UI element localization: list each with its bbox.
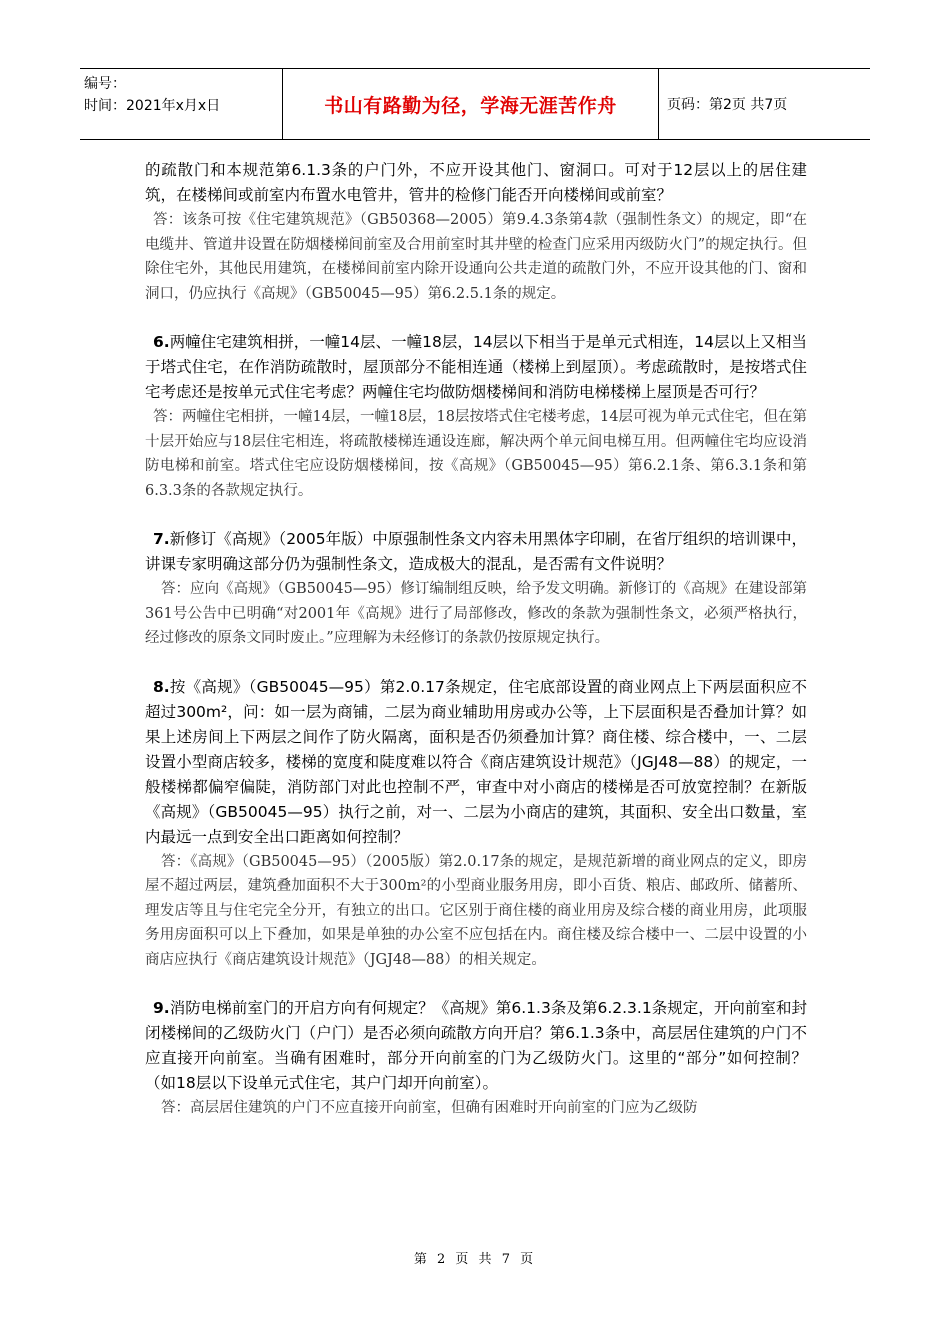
- question-text: 两幢住宅建筑相拼，一幢14层、一幢18层，14层以下相当于是单元式相连，14层以上又相当于塔式住宅，在作消防疏散时，屋顶部分不能相连通（楼梯上到屋顶）。考虑疏散时，是按塔式住宅考虑还是按单元式住宅考虑？两幢住宅均做防烟楼梯间和消防电梯楼梯上屋顶是否可行？: [145, 333, 807, 401]
- question-text: 新修订《高规》（2005年版）中原强制性条文内容未用黑体字印刷，在省厅组织的培训课中，讲课专家明确这部分仍为强制性条文，造成极大的混乱，是否需有文件说明？: [145, 530, 807, 573]
- document-body: [145, 158, 807, 1121]
- answer-8: 答：《高规》（GB50045—95）（2005版）第2.0.17条的规定，是规范新增的商业网点的定义，即房屋不超过两层，建筑叠加面积不大于300m²的小型商业服务用房，即小百货、粮店、邮政所、储蓄所、理发店等且与住宅完全分开，有独立的出口。它区别于商住楼的商业用房及综合楼的商业用房，此项服务用房面积可以上下叠加，如果是单独的办公室不应包括在内。商住楼及综合楼中一、二层中设置的小商店应执行《商店建筑设计规范》（JGJ48—88）的相关规定。: [145, 853, 807, 968]
- question-6: [145, 330, 807, 405]
- question-number: 8.: [153, 677, 170, 696]
- time-label: 时间：2021年x月x日: [84, 98, 221, 114]
- answer-7: 答：应向《高规》（GB50045—95）修订编制组反映，给予发文明确。新修订的《高规》在建设部第361号公告中已明确“对2001年《高规》进行了局部修改，修改的条款为强制性条文，必须严格执行，经过修改的原条文同时废止。”应理解为未经修订的条款仍按原规定执行。: [145, 581, 807, 646]
- motto: 书山有路勤为径，学海无涯苦作舟: [282, 69, 659, 139]
- answer-6: 答：两幢住宅相拼，一幢14层，一幢18层，18层按塔式住宅楼考虑，14层可视为单元式住宅，但在第十层开始应与18层住宅相连，将疏散楼梯连通设连廊，解决两个单元间电梯互用。但两幢住宅均应设消防电梯和前室。塔式住宅应设防烟楼梯间，按《高规》（GB50045—95）第6.2.1条、第6.3.1条和第6.3.3条的各款规定执行。: [145, 409, 807, 499]
- number-label: 编号：: [84, 76, 126, 92]
- page-header: [80, 68, 870, 140]
- question-number: 6.: [153, 333, 170, 351]
- answer-5: 答：该条可按《住宅建筑规范》（GB50368—2005）第9.4.3条第4款（强制性条文）的规定，即“在电缆井、管道井设置在防烟楼梯间前室及合用前室时其井壁的检查门应采用丙级防火门”的规定执行。但除住宅外，其他民用建筑，在楼梯间前室内除开设通向公共走道的疏散门外，不应开设其他的门、窗和洞口，仍应执行《高规》（GB50045—95）第6.2.5.1条的规定。: [145, 212, 807, 302]
- page-label: 页码：第2页 共7页: [667, 97, 788, 113]
- question-7: [145, 527, 807, 577]
- question-number: 9.: [153, 999, 170, 1017]
- question-text: 按《高规》（GB50045—95）第2.0.17条规定，住宅底部设置的商业网点上下两层面积应不超过300m²，问：如一层为商铺，二层为商业辅助用房或办公等，上下层面积是否叠加计算？如果上述房间上下两层之间作了防火隔离，面积是否仍须叠加计算？商住楼、综合楼中，一、二层设置小型商店较多，楼梯的宽度和陡度难以符合《商店建筑设计规范》（JGJ48—88）的规定，一般楼梯都偏窄偏陡，消防部门对此也控制不严，审查中对小商店的楼梯是否可放宽控制？在新版《高规》（GB50045—95）执行之前，对一、二层为小商店的建筑，其面积、安全出口数量，室内最远一点到安全出口距离如何控制？: [145, 677, 807, 846]
- question-text: 消防电梯前室门的开启方向有何规定？《高规》第6.1.3条及第6.2.3.1条规定，开向前室和封闭楼梯间的乙级防火门（户门）是否必须向疏散方向开启？第6.1.3条中，高层居住建筑的户门不应直接开向前室。当确有困难时，部分开向前室的门为乙级防火门。这里的“部分”如何控制？（如18层以下设单元式住宅，其户门却开向前室）。: [145, 999, 807, 1092]
- question-number: 7.: [153, 530, 170, 548]
- question-9: [145, 996, 807, 1096]
- question-continued: 的疏散门和本规范第6.1.3条的户门外，不应开设其他门、窗洞口。可对于12层以上的居住建筑，在楼梯间或前室内布置水电管井，管井的检修门能否开向楼梯间或前室？: [145, 161, 807, 204]
- answer-9: 答：高层居住建筑的户门不应直接开向前室，但确有困难时开向前室的门应为乙级防: [161, 1100, 698, 1116]
- question-8: [145, 675, 807, 850]
- page-footer: 第 2 页 共 7 页: [413, 1252, 537, 1267]
- header-info: [80, 69, 282, 139]
